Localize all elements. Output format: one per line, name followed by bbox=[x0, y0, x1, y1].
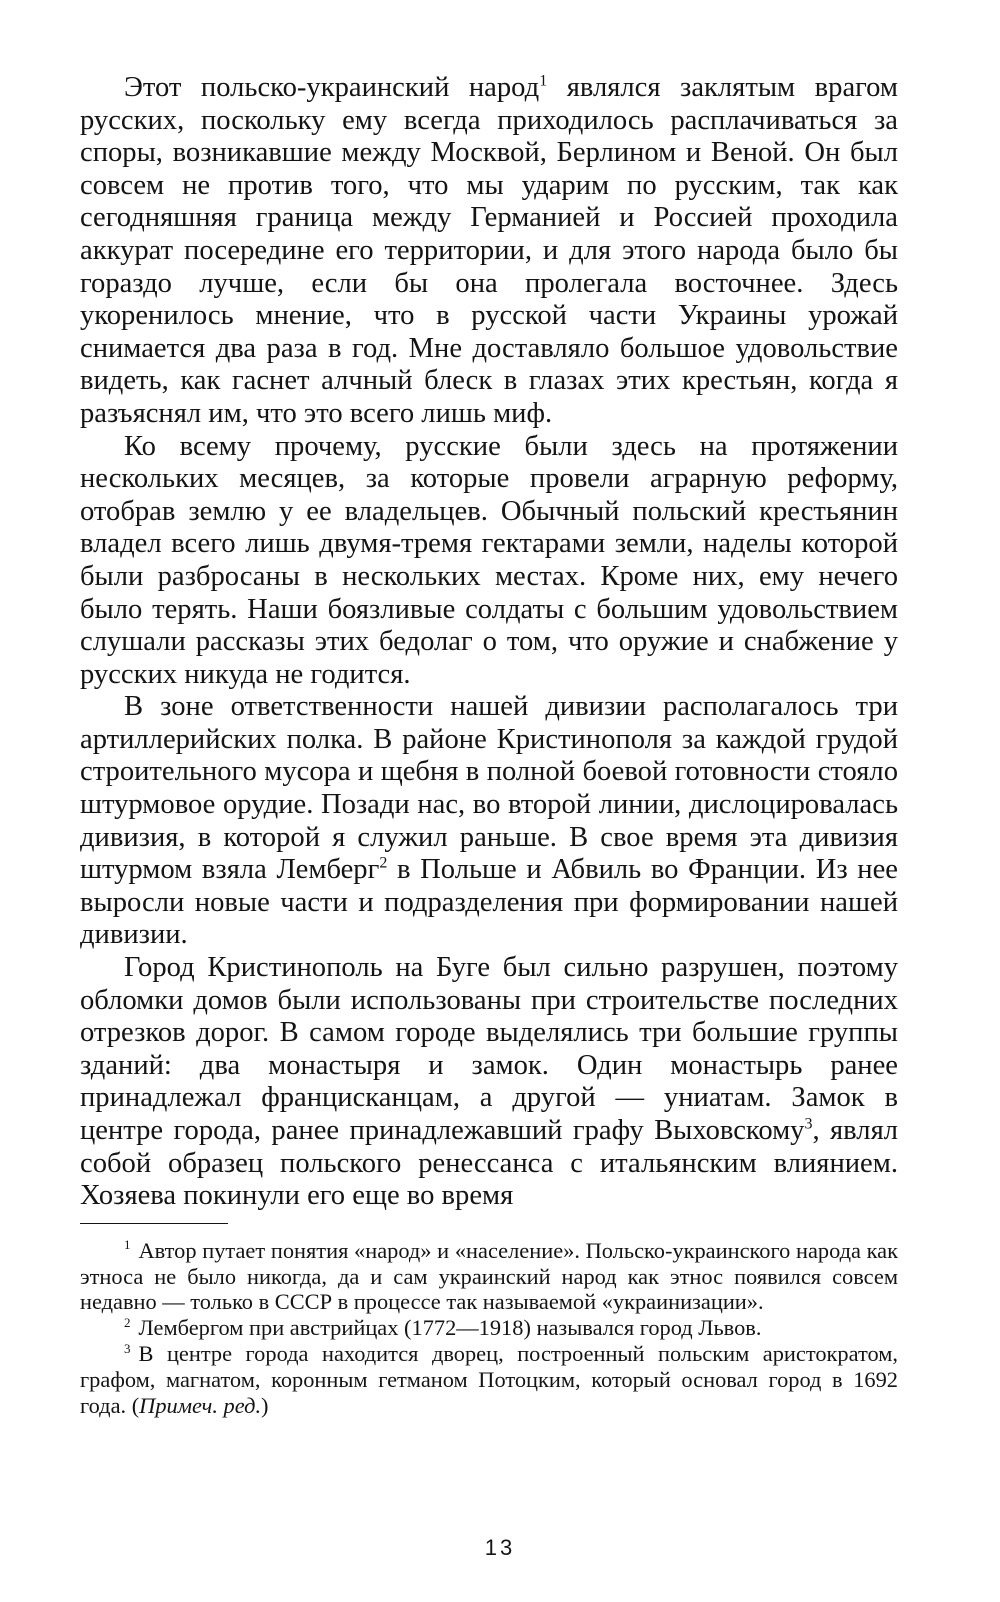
main-text bbox=[80, 72, 898, 1213]
footnotes bbox=[80, 1238, 898, 1419]
footnote-3-text: В центре города находится дворец, построенный польским аристократом, графом, магнатом, коронным гетманом Потоцким, который основал город в 1692 года. ( bbox=[80, 1340, 898, 1418]
footnote-2-mark: 2 bbox=[124, 1314, 131, 1330]
editor-note: Примеч. ред. bbox=[139, 1392, 262, 1418]
paragraph-4-text-b: , являл собой образец польского ренессанса с итальянским влиянием. Хозяева покинули его еще во время bbox=[80, 1115, 898, 1212]
paragraph-2: Ко всему прочему, русские были здесь на протяжении нескольких месяцев, за которые провели аграрную реформу, отобрав землю у ее владельцев. Обычный польский крестьянин владел всего лишь двумя-тремя гектарами земли, наделы которой были разбросаны в нескольких местах. Кроме них, ему нечего было терять. Наши боязливые солдаты с большим удовольствием слушали рассказы этих бедолаг о том, что оружие и снабжение у русских никуда не годится. bbox=[80, 430, 898, 690]
footnote-1-mark: 1 bbox=[124, 1237, 131, 1253]
paragraph-1 bbox=[80, 72, 898, 431]
paragraph-1-text-b: являлся заклятым врагом русских, поскольку ему всегда приходилось расплачиваться за споры, возникавшие между Москвой, Берлином и Веной. Он был совсем не против того, что мы ударим по русским, так как сегодняшняя граница между Германией и Россией проходила аккурат посередине его территории, и для этого народа было бы гораздо лучше, если бы она пролегала восточнее. Здесь укоренилось мнение, что в русской части Украины урожай снимается два раза в год. Мне доставляло большое удовольствие видеть, как гаснет алчный блеск в глазах этих крестьян, когда я разъяснял им, что это всего лишь миф. bbox=[80, 72, 898, 429]
footnote-divider bbox=[80, 1223, 228, 1224]
footnote-1-text: Автор путает понятия «народ» и «население». Польско-украинского народа как этноса не было никогда, да и сам украинский народ как этнос появился совсем недавно — только в СССР в процессе так называемой «украинизации». bbox=[80, 1237, 898, 1315]
footnote-ref-2: 2 bbox=[379, 854, 388, 872]
footnote-3-text-end: ) bbox=[261, 1392, 269, 1418]
footnote-1 bbox=[80, 1238, 898, 1315]
footnote-2-text: Лембергом при австрийцах (1772—1918) назывался город Львов. bbox=[138, 1315, 762, 1341]
footnote-3 bbox=[80, 1341, 898, 1418]
footnote-ref-1: 1 bbox=[539, 72, 548, 90]
page-number: 13 bbox=[484, 1535, 516, 1560]
paragraph-1-text-a: Этот польско-украинский народ bbox=[124, 72, 540, 103]
footnote-ref-3: 3 bbox=[804, 1115, 813, 1133]
footnote-3-mark: 3 bbox=[124, 1340, 131, 1356]
paragraph-3-text-a: В зоне ответственности нашей дивизии располагалось три артиллерийских полка. В районе Кристинополя за каждой грудой строительного мусора и щебня в полной боевой готовности стояло штурмовое орудие. Позади нас, во второй линии, дислоцировалась дивизия, в которой я служил раньше. В свое время эта дивизия штурмом взяла Лемберг bbox=[80, 691, 898, 886]
paragraph-3-text-b: в Польше и Абвиль во Франции. Из нее выросли новые части и подразделения при формировании нашей дивизии. bbox=[80, 854, 898, 951]
footnote-2 bbox=[80, 1315, 898, 1341]
paragraph-3 bbox=[80, 691, 898, 952]
book-page bbox=[80, 72, 898, 1418]
paragraph-4-text-a: Город Кристинополь на Буге был сильно разрушен, поэтому обломки домов были использованы при строительстве последних отрезков дорог. В самом городе выделялись три большие группы зданий: два монастыря и замок. Один монастырь ранее принадлежал францисканцам, а другой — униатам. Замок в центре города, ранее принадлежавший графу Выховскому bbox=[80, 952, 898, 1146]
paragraph-4 bbox=[80, 952, 898, 1213]
